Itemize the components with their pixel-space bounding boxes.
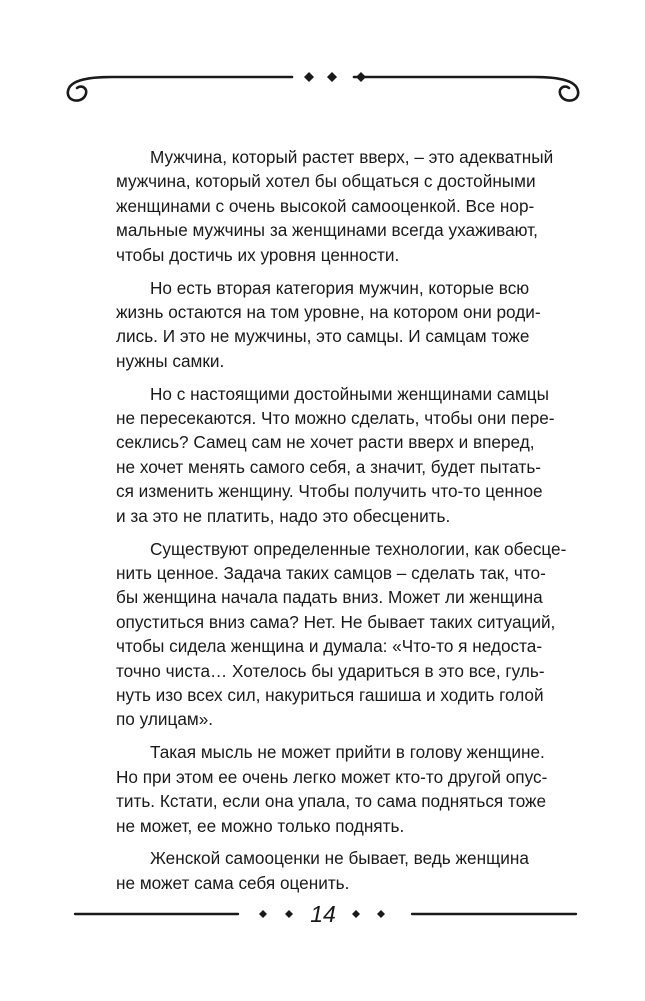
paragraph (116, 846, 529, 895)
text-line: опуститься вниз сама? Нет. Не бывает таких ситуаций, (116, 611, 556, 632)
text-line: чтобы сидела женщина и думала: «Что-то я недоста- (116, 636, 543, 657)
page-footer (0, 893, 645, 943)
text-line: мальные мужчины за женщинами всегда ухаживают, (116, 220, 538, 241)
text-line: секлись? Самец сам не хочет расти вверх и вперед, (116, 432, 535, 453)
text-line: нить ценное. Задача таких самцов – сделать так, что- (116, 563, 546, 583)
text-line: женщинами с очень высокой самооценкой. Все нор- (116, 195, 535, 216)
paragraph (116, 537, 567, 732)
text-line: Но с настоящими достойными женщинами самцы (150, 383, 549, 404)
left-swirl-icon (68, 77, 292, 101)
text-line: мужчина, который хотел бы общаться с достойными (116, 171, 536, 192)
body-text (116, 145, 567, 904)
page-number: 14 (310, 901, 336, 927)
diamond-icon (327, 72, 337, 82)
header-ornament (0, 0, 645, 120)
diamond-icon (356, 72, 366, 82)
text-line: бы женщина начала падать вниз. Может ли женщина (116, 587, 543, 608)
text-line: Существуют определенные технологии, как обесце- (150, 538, 567, 559)
text-line: жизнь остаются на том уровне, на котором они роди- (116, 301, 541, 322)
text-line: не хочет менять самого себя, а значит, будет пытать- (116, 456, 541, 477)
text-line: чтобы достичь их уровня ценности. (116, 244, 400, 265)
text-line: тить. Кстати, если она упала, то сама подняться тоже (116, 791, 547, 812)
paragraph (116, 276, 541, 374)
text-line: по улицам». (116, 709, 214, 730)
paragraph (116, 145, 554, 267)
text-line: Мужчина, который растет вверх, – это адекватный (150, 147, 554, 167)
text-line: лись. И это не мужчины, это самцы. И самцам тоже (116, 326, 530, 347)
text-line: точно чиста… Хотелось бы удариться в это все, гуль- (116, 660, 545, 681)
text-line: и за это не платить, надо это обесценить. (116, 505, 451, 526)
diamond-icon (352, 910, 360, 918)
diamond-icon (377, 910, 385, 918)
diamond-icon (259, 910, 267, 918)
text-line: не пересекаются. Что можно сделать, чтобы они пере- (116, 408, 555, 429)
paragraph (116, 740, 548, 838)
right-swirl-icon (354, 77, 578, 101)
text-line: Но есть вторая категория мужчин, которые всю (150, 277, 530, 298)
text-line: Такая мысль не может прийти в голову женщине. (150, 742, 545, 763)
text-line: нужны самки. (116, 350, 225, 371)
paragraph (116, 382, 555, 528)
text-line: ся изменить женщину. Чтобы получить что-то ценное (116, 481, 543, 502)
text-line: нуть изо всех сил, накуриться гашиша и ходить голой (116, 685, 544, 706)
diamond-icon (304, 72, 314, 82)
diamond-icon (285, 910, 293, 918)
text-line: Но при этом ее очень легко может кто-то другой опус- (116, 766, 548, 787)
text-line: не может, ее можно только поднять. (116, 815, 405, 836)
text-line: не может сама себя оценить. (116, 872, 350, 893)
text-line: Женской самооценки не бывает, ведь женщина (150, 848, 529, 869)
